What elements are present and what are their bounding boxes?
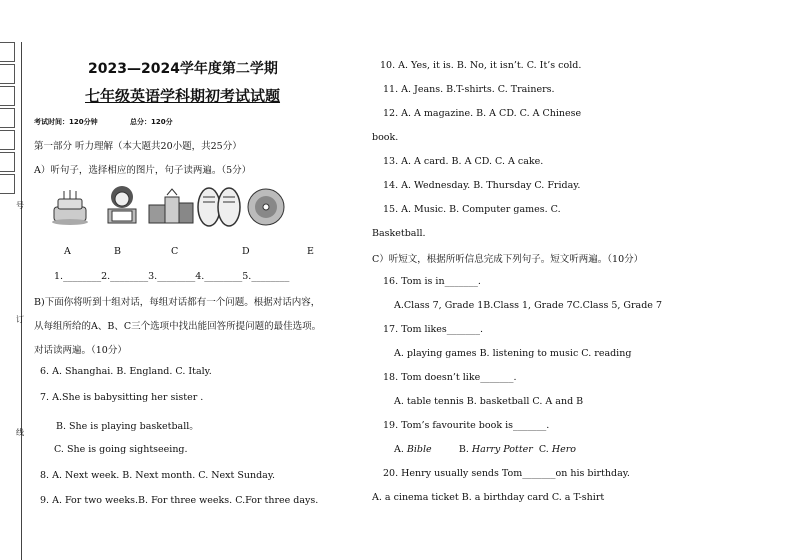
question-16: 16. Tom is in_______.	[383, 276, 481, 287]
question-13: 13. A. A card. B. A CD. C. A cake.	[383, 156, 544, 167]
picture-label: B	[114, 246, 121, 257]
exam-title: 2023—2024学年度第二学期	[88, 61, 278, 77]
exam-subtitle: 七年级英语学科期初考试试题	[85, 87, 281, 105]
binding-margin	[0, 42, 22, 560]
question-19: 19. Tom’s favourite book is_______.	[383, 420, 550, 431]
sectionC-instruction: C）听短文，根据所听信息完成下列句子。短文听两遍。（10分）	[372, 254, 644, 265]
question-10: 10. A. Yes, it is. B. No, it isn’t. C. It’s cold.	[380, 60, 582, 71]
part1-heading: 第一部分 听力理解（本大题共20小题，共25分）	[34, 141, 242, 152]
total-score: 总分：120分	[130, 118, 173, 126]
margin-char: 号	[16, 201, 24, 210]
sectionB-instruction: 对话读两遍。（10分）	[34, 345, 127, 356]
picture-label: C	[171, 246, 179, 257]
margin-box	[0, 108, 15, 128]
question-20-options: A. a cinema ticket B. a birthday card C. a T-shirt	[372, 492, 605, 503]
margin-box	[0, 152, 15, 172]
sneakers-icon	[196, 185, 242, 229]
question-16-options: A.Class 7, Grade 1B.Class 1, Grade 7C.Class 5, Grade 7	[394, 300, 662, 311]
girl-reading-icon	[102, 183, 142, 229]
question-20: 20. Henry usually sends Tom_______on his birthday.	[383, 468, 630, 479]
option-c-text: Hero	[551, 444, 577, 455]
sectionA-instruction: A）听句子，选择相应的图片，句子读两遍。（5分）	[34, 165, 252, 176]
answer-blanks: 1.________2.________3.________4.________5.________	[54, 271, 290, 282]
question-18-options: A. table tennis B. basketball C. A and B	[394, 396, 584, 407]
question-8: 8. A. Next week. B. Next month. C. Next Sunday.	[40, 470, 275, 481]
option-c-label: C.	[532, 444, 552, 455]
margin-box	[0, 86, 15, 106]
birthday-cake-icon	[50, 187, 90, 227]
option-a-text: Bible	[406, 444, 432, 455]
margin-char: 订	[16, 315, 24, 324]
margin-box	[0, 42, 15, 62]
question-12-cont: book.	[372, 132, 399, 143]
question-14: 14. A. Wednesday. B. Thursday C. Friday.	[383, 180, 581, 191]
option-b-label: B.	[431, 444, 472, 455]
question-12: 12. A. A magazine. B. A CD. C. A Chinese	[383, 108, 582, 119]
exam-time: 考试时间：120分钟	[34, 118, 98, 126]
question-7-option-b: B. She is playing basketball。	[56, 421, 199, 432]
option-a-label: A.	[394, 444, 407, 455]
picture-label: E	[307, 246, 314, 257]
margin-char: 线	[16, 428, 24, 437]
option-b-text: Harry Potter	[471, 444, 533, 455]
sectionB-instruction: B)下面你将听到十组对话，每组对话都有一个问题。根据对话内容，	[34, 297, 321, 308]
picture-label: D	[242, 246, 250, 257]
sectionB-instruction: 从每组所给的A、B、C三个选项中找出能回答所提问题的最佳选项。	[34, 321, 322, 332]
question-19-options	[394, 444, 576, 455]
picture-label: A	[64, 246, 71, 257]
question-18: 18. Tom doesn’t like_______.	[383, 372, 517, 383]
cd-disc-icon	[246, 187, 286, 227]
question-11: 11. A. Jeans. B.T-shirts. C. Trainers.	[383, 84, 555, 95]
question-7-option-c: C. She is going sightseeing.	[54, 444, 188, 455]
margin-box	[0, 64, 15, 84]
question-15: 15. A. Music. B. Computer games. C.	[383, 204, 561, 215]
margin-box	[0, 130, 15, 150]
gift-boxes-icon	[147, 187, 195, 227]
binding-line	[21, 42, 22, 560]
question-6: 6. A. Shanghai. B. England. C. Italy.	[40, 366, 212, 377]
margin-box	[0, 174, 15, 194]
question-9: 9. A. For two weeks.B. For three weeks. C.For three days.	[40, 495, 319, 506]
question-7: 7. A.She is babysitting her sister .	[40, 392, 204, 403]
question-15-cont: Basketball.	[372, 228, 426, 239]
question-17: 17. Tom likes_______.	[383, 324, 484, 335]
question-17-options: A. playing games B. listening to music C. reading	[394, 348, 632, 359]
